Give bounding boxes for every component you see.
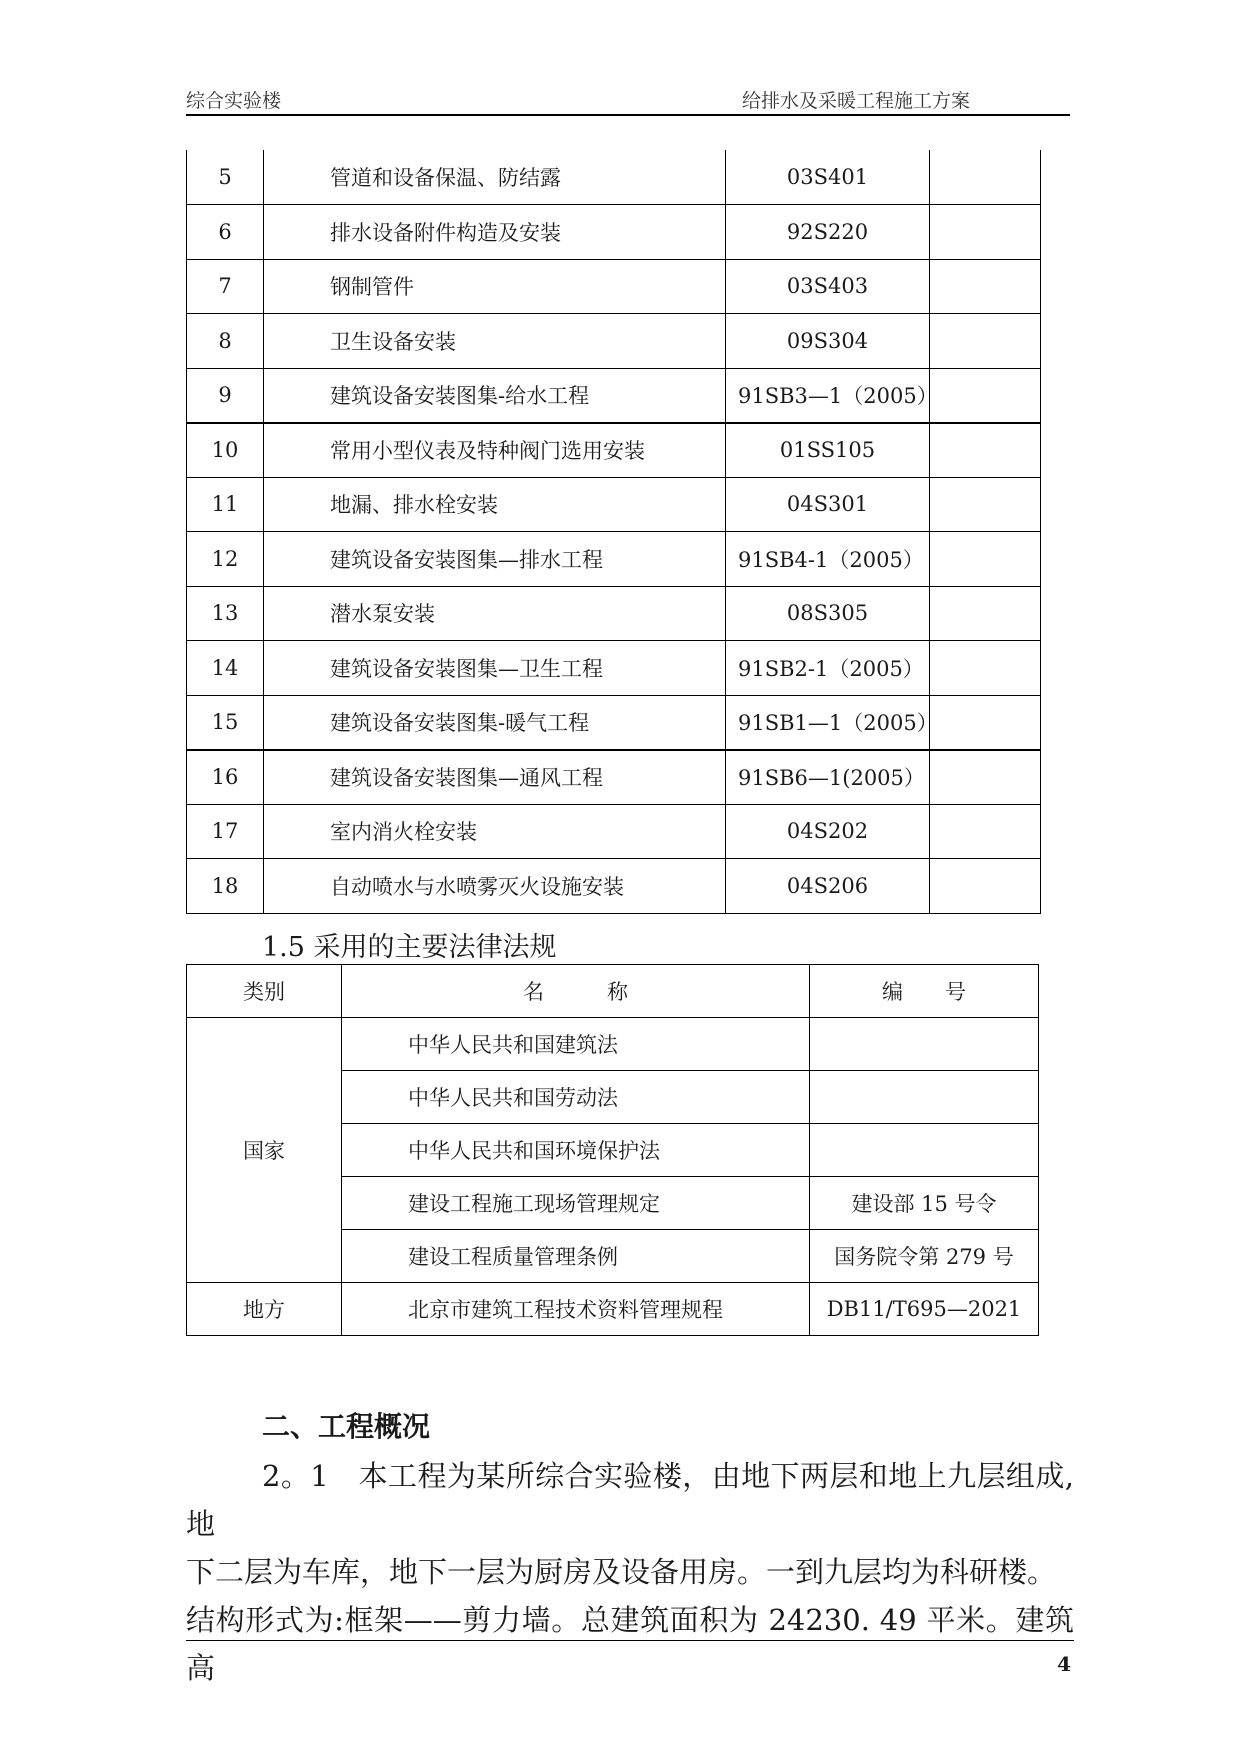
standard-code: 03S403 xyxy=(726,259,930,314)
standard-name: 卫生设备安装 xyxy=(264,314,726,369)
row-number: 9 xyxy=(187,368,264,423)
overview-heading: 二、工程概况 xyxy=(262,1410,431,1443)
table-row xyxy=(187,314,1041,369)
law-name: 北京市建筑工程技术资料管理规程 xyxy=(342,1283,810,1336)
standard-name: 自动喷水与水喷雾灭火设施安装 xyxy=(264,859,726,914)
standard-code: 01SS105 xyxy=(726,423,930,478)
table-row xyxy=(187,532,1041,587)
laws-section-title: 1.5 采用的主要法律法规 xyxy=(262,932,557,963)
laws-table xyxy=(186,964,1039,1336)
law-number: 国务院令第 279 号 xyxy=(810,1230,1039,1283)
row-number: 16 xyxy=(187,750,264,805)
standard-name: 钢制管件 xyxy=(264,259,726,314)
header-number: 编 号 xyxy=(810,965,1039,1018)
table-row xyxy=(187,259,1041,314)
standard-code: 91SB6—1(2005） xyxy=(726,750,930,805)
standard-code: 09S304 xyxy=(726,314,930,369)
row-number: 12 xyxy=(187,532,264,587)
page-header xyxy=(186,86,1070,116)
remarks-cell xyxy=(930,804,1041,859)
row-number: 17 xyxy=(187,804,264,859)
table-row xyxy=(187,423,1041,478)
law-name: 建设工程质量管理条例 xyxy=(342,1230,810,1283)
row-number: 10 xyxy=(187,423,264,478)
category-national: 国家 xyxy=(187,1018,342,1283)
standard-name: 建筑设备安装图集—卫生工程 xyxy=(264,641,726,696)
row-number: 8 xyxy=(187,314,264,369)
standard-name: 建筑设备安装图集-暖气工程 xyxy=(264,695,726,750)
standard-code: 91SB1—1（2005） xyxy=(726,695,930,750)
row-number: 18 xyxy=(187,859,264,914)
table-row xyxy=(187,205,1041,260)
paragraph-line: 2。1 本工程为某所综合实验楼，由地下两层和地上九层组成,地 xyxy=(186,1459,1074,1541)
remarks-cell xyxy=(930,150,1041,205)
table-row xyxy=(187,859,1041,914)
remarks-cell xyxy=(930,695,1041,750)
remarks-cell xyxy=(930,859,1041,914)
standard-code: 04S206 xyxy=(726,859,930,914)
remarks-cell xyxy=(930,532,1041,587)
law-number: DB11/T695—2021 xyxy=(810,1283,1039,1336)
row-number: 7 xyxy=(187,259,264,314)
overview-paragraph xyxy=(186,1452,1074,1692)
row-number: 5 xyxy=(187,150,264,205)
table-row xyxy=(187,586,1041,641)
table-row xyxy=(187,150,1041,205)
table-row xyxy=(187,750,1041,805)
paragraph-line: 下二层为车库，地下一层为厨房及设备用房。一到九层均为科研楼。 xyxy=(186,1555,1057,1589)
remarks-cell xyxy=(930,477,1041,532)
table-row xyxy=(187,641,1041,696)
standard-code: 91SB3—1（2005） xyxy=(726,368,930,423)
remarks-cell xyxy=(930,205,1041,260)
remarks-cell xyxy=(930,259,1041,314)
standard-code: 03S401 xyxy=(726,150,930,205)
remarks-cell xyxy=(930,586,1041,641)
standard-code: 91SB4-1（2005） xyxy=(726,532,930,587)
remarks-cell xyxy=(930,641,1041,696)
header-project-name: 综合实验楼 xyxy=(186,90,282,112)
header-document-title: 给排水及采暖工程施工方案 xyxy=(741,90,970,112)
standard-code: 92S220 xyxy=(726,205,930,260)
standard-name: 地漏、排水栓安装 xyxy=(264,477,726,532)
row-number: 11 xyxy=(187,477,264,532)
table-row xyxy=(187,695,1041,750)
row-number: 6 xyxy=(187,205,264,260)
standard-name: 管道和设备保温、防结露 xyxy=(264,150,726,205)
standards-table xyxy=(186,150,1041,914)
law-name: 中华人民共和国环境保护法 xyxy=(342,1124,810,1177)
standard-code: 04S301 xyxy=(726,477,930,532)
law-name: 中华人民共和国建筑法 xyxy=(342,1018,810,1071)
standard-name: 潜水泵安装 xyxy=(264,586,726,641)
table-row xyxy=(187,1283,1039,1336)
standard-code: 04S202 xyxy=(726,804,930,859)
law-number xyxy=(810,1071,1039,1124)
law-number: 建设部 15 号令 xyxy=(810,1177,1039,1230)
category-local: 地方 xyxy=(187,1283,342,1336)
standard-code: 91SB2-1（2005） xyxy=(726,641,930,696)
law-number xyxy=(810,1018,1039,1071)
table-row xyxy=(187,1018,1039,1071)
standard-name: 建筑设备安装图集—通风工程 xyxy=(264,750,726,805)
remarks-cell xyxy=(930,423,1041,478)
table-row xyxy=(187,477,1041,532)
law-name: 中华人民共和国劳动法 xyxy=(342,1071,810,1124)
remarks-cell xyxy=(930,750,1041,805)
standard-name: 常用小型仪表及特种阀门选用安装 xyxy=(264,423,726,478)
table-row xyxy=(187,804,1041,859)
law-name: 建设工程施工现场管理规定 xyxy=(342,1177,810,1230)
standard-name: 排水设备附件构造及安装 xyxy=(264,205,726,260)
remarks-cell xyxy=(930,368,1041,423)
footer-divider xyxy=(186,1640,1074,1641)
row-number: 13 xyxy=(187,586,264,641)
standard-name: 室内消火栓安装 xyxy=(264,804,726,859)
laws-table-header-row xyxy=(187,965,1039,1018)
law-number xyxy=(810,1124,1039,1177)
page-number: 4 xyxy=(1057,1652,1071,1676)
header-category: 类别 xyxy=(187,965,342,1018)
standard-name: 建筑设备安装图集—排水工程 xyxy=(264,532,726,587)
table-row xyxy=(187,368,1041,423)
row-number: 15 xyxy=(187,695,264,750)
standard-code: 08S305 xyxy=(726,586,930,641)
remarks-cell xyxy=(930,314,1041,369)
header-name: 名 称 xyxy=(342,965,810,1018)
row-number: 14 xyxy=(187,641,264,696)
paragraph-line: 结构形式为:框架——剪力墙。总建筑面积为 24230. 49 平米。建筑高 xyxy=(186,1603,1074,1685)
standard-name: 建筑设备安装图集-给水工程 xyxy=(264,368,726,423)
